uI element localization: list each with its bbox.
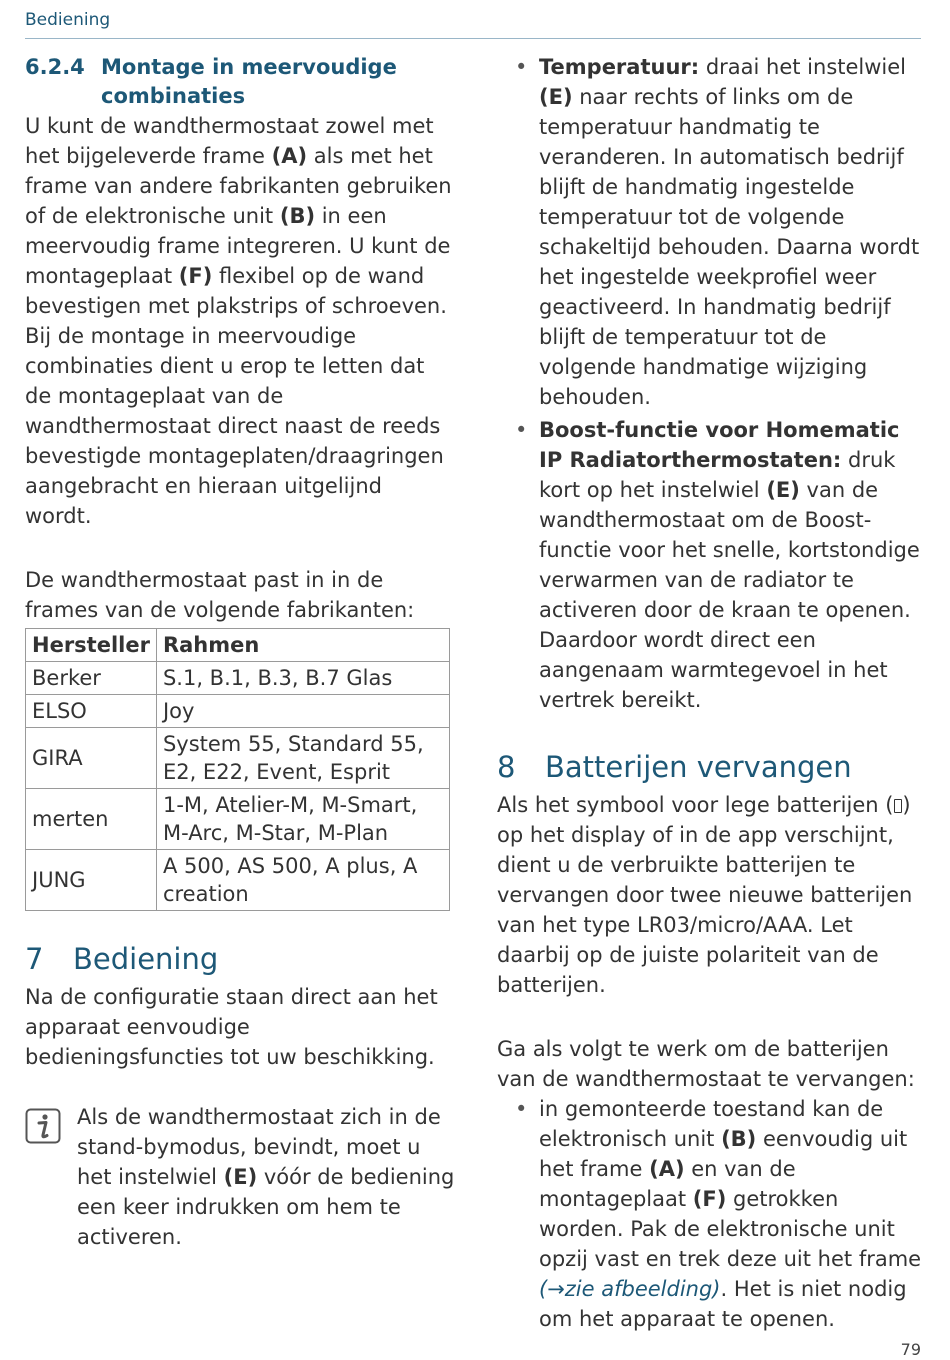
column-header: Rahmen xyxy=(156,629,449,662)
list-item: • in gemonteerde toestand kan de elektronisch unit (B) eenvoudig uit het frame (A) en van de montageplaat (F) getrokken worden. Pak de elektronische unit opzij vast en trek deze uit het frame (→zie afbeelding). Het is niet nodig om het apparaat te openen. xyxy=(515,1097,922,1331)
ref-b: (B) xyxy=(279,204,316,228)
section-title: Bediening xyxy=(73,942,219,976)
ref-e: (E) xyxy=(766,478,800,502)
text: Als de wandthermostaat zich in de stand-bymodus, bevindt, moet u het instelwiel xyxy=(77,1105,441,1189)
right-column xyxy=(497,52,922,1334)
figure-link[interactable]: (→zie afbeelding) xyxy=(539,1277,721,1301)
ref-e: (E) xyxy=(539,85,573,109)
table-row xyxy=(26,662,450,695)
frames-cell: S.1, B.1, B.3, B.7 Glas xyxy=(156,662,449,695)
list-item: • Boost-functie voor Homematic IP Radiatorthermostaten: druk kort op het instelwiel (E) van de wandthermostaat om de Boost-functie voor het snelle, kortstondige verwarmen van de radiator te activeren door de kraan te openen. Daardoor wordt direct een aangenaam warmtegevoel in het vertrek bereikt. xyxy=(515,418,920,712)
bullet-title: Boost-functie voor Homematic IP Radiatorthermostaten: xyxy=(539,418,900,472)
table-row xyxy=(26,850,450,911)
text: eenvoudig uit het frame xyxy=(539,1127,908,1181)
frames-cell: 1-M, Atelier-M, M-Smart, M-Arc, M-Star, M-Plan xyxy=(156,789,449,850)
text: U kunt de wandthermostaat zowel met het bijgeleverde frame xyxy=(25,114,434,168)
table-row xyxy=(26,695,450,728)
left-column xyxy=(25,52,455,1252)
header-title: Bediening xyxy=(25,10,111,30)
section-heading-7 xyxy=(25,941,455,977)
text: draai het instelwiel xyxy=(699,55,907,79)
manufacturer-cell: GIRA xyxy=(26,728,157,789)
section-number: 7 xyxy=(25,942,44,976)
frames-cell: System 55, Standard 55, E2, E22, Event, Esprit xyxy=(156,728,449,789)
manufacturer-cell: JUNG xyxy=(26,850,157,911)
section-title: Batterijen vervangen xyxy=(545,750,852,784)
frames-intro: De wandthermostaat past in in de frames van de volgende fabrikanten: xyxy=(25,568,415,622)
table-row xyxy=(26,728,450,789)
text: als met het frame van andere fabrikanten gebruiken of de elektronische unit xyxy=(25,144,452,228)
replace-bullets xyxy=(497,1094,922,1334)
frames-cell: A 500, AS 500, A plus, A creation xyxy=(156,850,449,911)
section-heading-8 xyxy=(497,749,922,785)
manufacturer-table xyxy=(25,628,450,911)
table-header-row xyxy=(26,629,450,662)
section-number: 8 xyxy=(497,750,516,784)
ref-a: (A) xyxy=(271,144,308,168)
info-icon xyxy=(25,1108,61,1144)
text: flexibel op de wand bevestigen met plakstrips of schroeven. Bij de montage in meervoudige combinaties dient u erop te letten dat de montageplaat van de wandthermostaat direct naast de reeds bevestigde montageplaten/draagringen aangebracht en hieraan uitgelijnd wordt. xyxy=(25,264,447,528)
page-number: 79 xyxy=(900,1340,921,1359)
text: ) op het display of in de app verschijnt, dient u de verbruikte batterijen te vervangen door twee nieuwe batterijen van het type LR03/micro/AAA. Let daarbij op de juiste polariteit van de batterijen. xyxy=(497,793,913,997)
replace-intro: Ga als volgt te werk om de batterijen van de wandthermostaat te vervangen: xyxy=(497,1037,915,1091)
section-title: Montage in meervoudige combinaties xyxy=(101,55,397,108)
text: Als het symbool voor lege batterijen ( xyxy=(497,793,894,817)
text: in een meervoudig frame integreren. U kunt de montageplaat xyxy=(25,204,451,288)
ref-e: (E) xyxy=(223,1165,258,1189)
text: van de wandthermostaat om de Boost-functie voor het snelle, kortstondige verwarmen van de radiator te activeren door de kraan te openen. Daardoor wordt direct een aangenaam warmtegevoel in het vertrek bereikt. xyxy=(539,478,920,712)
montage-paragraph xyxy=(25,111,455,531)
column-header: Hersteller xyxy=(26,629,157,662)
table-row xyxy=(26,789,450,850)
ref-f: (F) xyxy=(692,1187,727,1211)
running-header xyxy=(25,10,921,39)
section-number: 6.2.4 xyxy=(25,55,85,79)
text: vóór de bediening een keer indrukken om hem te activeren. xyxy=(77,1165,455,1249)
manufacturer-cell: Berker xyxy=(26,662,157,695)
text: . Het is niet nodig om het apparaat te openen. xyxy=(539,1277,907,1331)
text: in gemonteerde toestand kan de elektronisch unit xyxy=(539,1097,884,1151)
ref-b: (B) xyxy=(721,1127,757,1151)
note-text xyxy=(77,1102,455,1252)
operation-bullets xyxy=(497,52,922,715)
ref-a: (A) xyxy=(649,1157,685,1181)
text: naar rechts of links om de temperatuur handmatig te veranderen. In automatisch bedrijf blijft de handmatig ingestelde temperatuur tot de volgende schakeltijd behouden. Daarna wordt het ingestelde weekprofiel weer geactiveerd. In handmatig bedrijf blijft de temperatuur tot de volgende handmatige wijziging behouden. xyxy=(539,85,920,409)
text: getrokken worden. Pak de elektronische unit opzij vast en trek deze uit het frame xyxy=(539,1187,922,1271)
manufacturer-cell: ELSO xyxy=(26,695,157,728)
manufacturer-cell: merten xyxy=(26,789,157,850)
list-item: • Temperatuur: draai het instelwiel (E) naar rechts of links om de temperatuur handmatig te veranderen. In automatisch bedrijf blijft de handmatig ingestelde temperatuur tot de volgende schakeltijd behouden. Daarna wordt het ingestelde weekprofiel weer geactiveerd. In handmatig bedrijf blijft de temperatuur tot de volgende handmatige wijziging behouden. xyxy=(515,55,920,409)
bullet-title: Temperatuur: xyxy=(539,55,700,79)
text: druk kort op het instelwiel xyxy=(539,448,896,502)
ref-f: (F) xyxy=(178,264,213,288)
bediening-paragraph: Na de configuratie staan direct aan het apparaat eenvoudige bedieningsfuncties tot uw beschikking. xyxy=(25,985,438,1069)
info-note xyxy=(25,1102,455,1252)
battery-paragraph xyxy=(497,790,922,1000)
text: en van de montageplaat xyxy=(539,1157,796,1211)
section-heading-6-2-4 xyxy=(25,53,455,111)
frames-cell: Joy xyxy=(156,695,449,728)
